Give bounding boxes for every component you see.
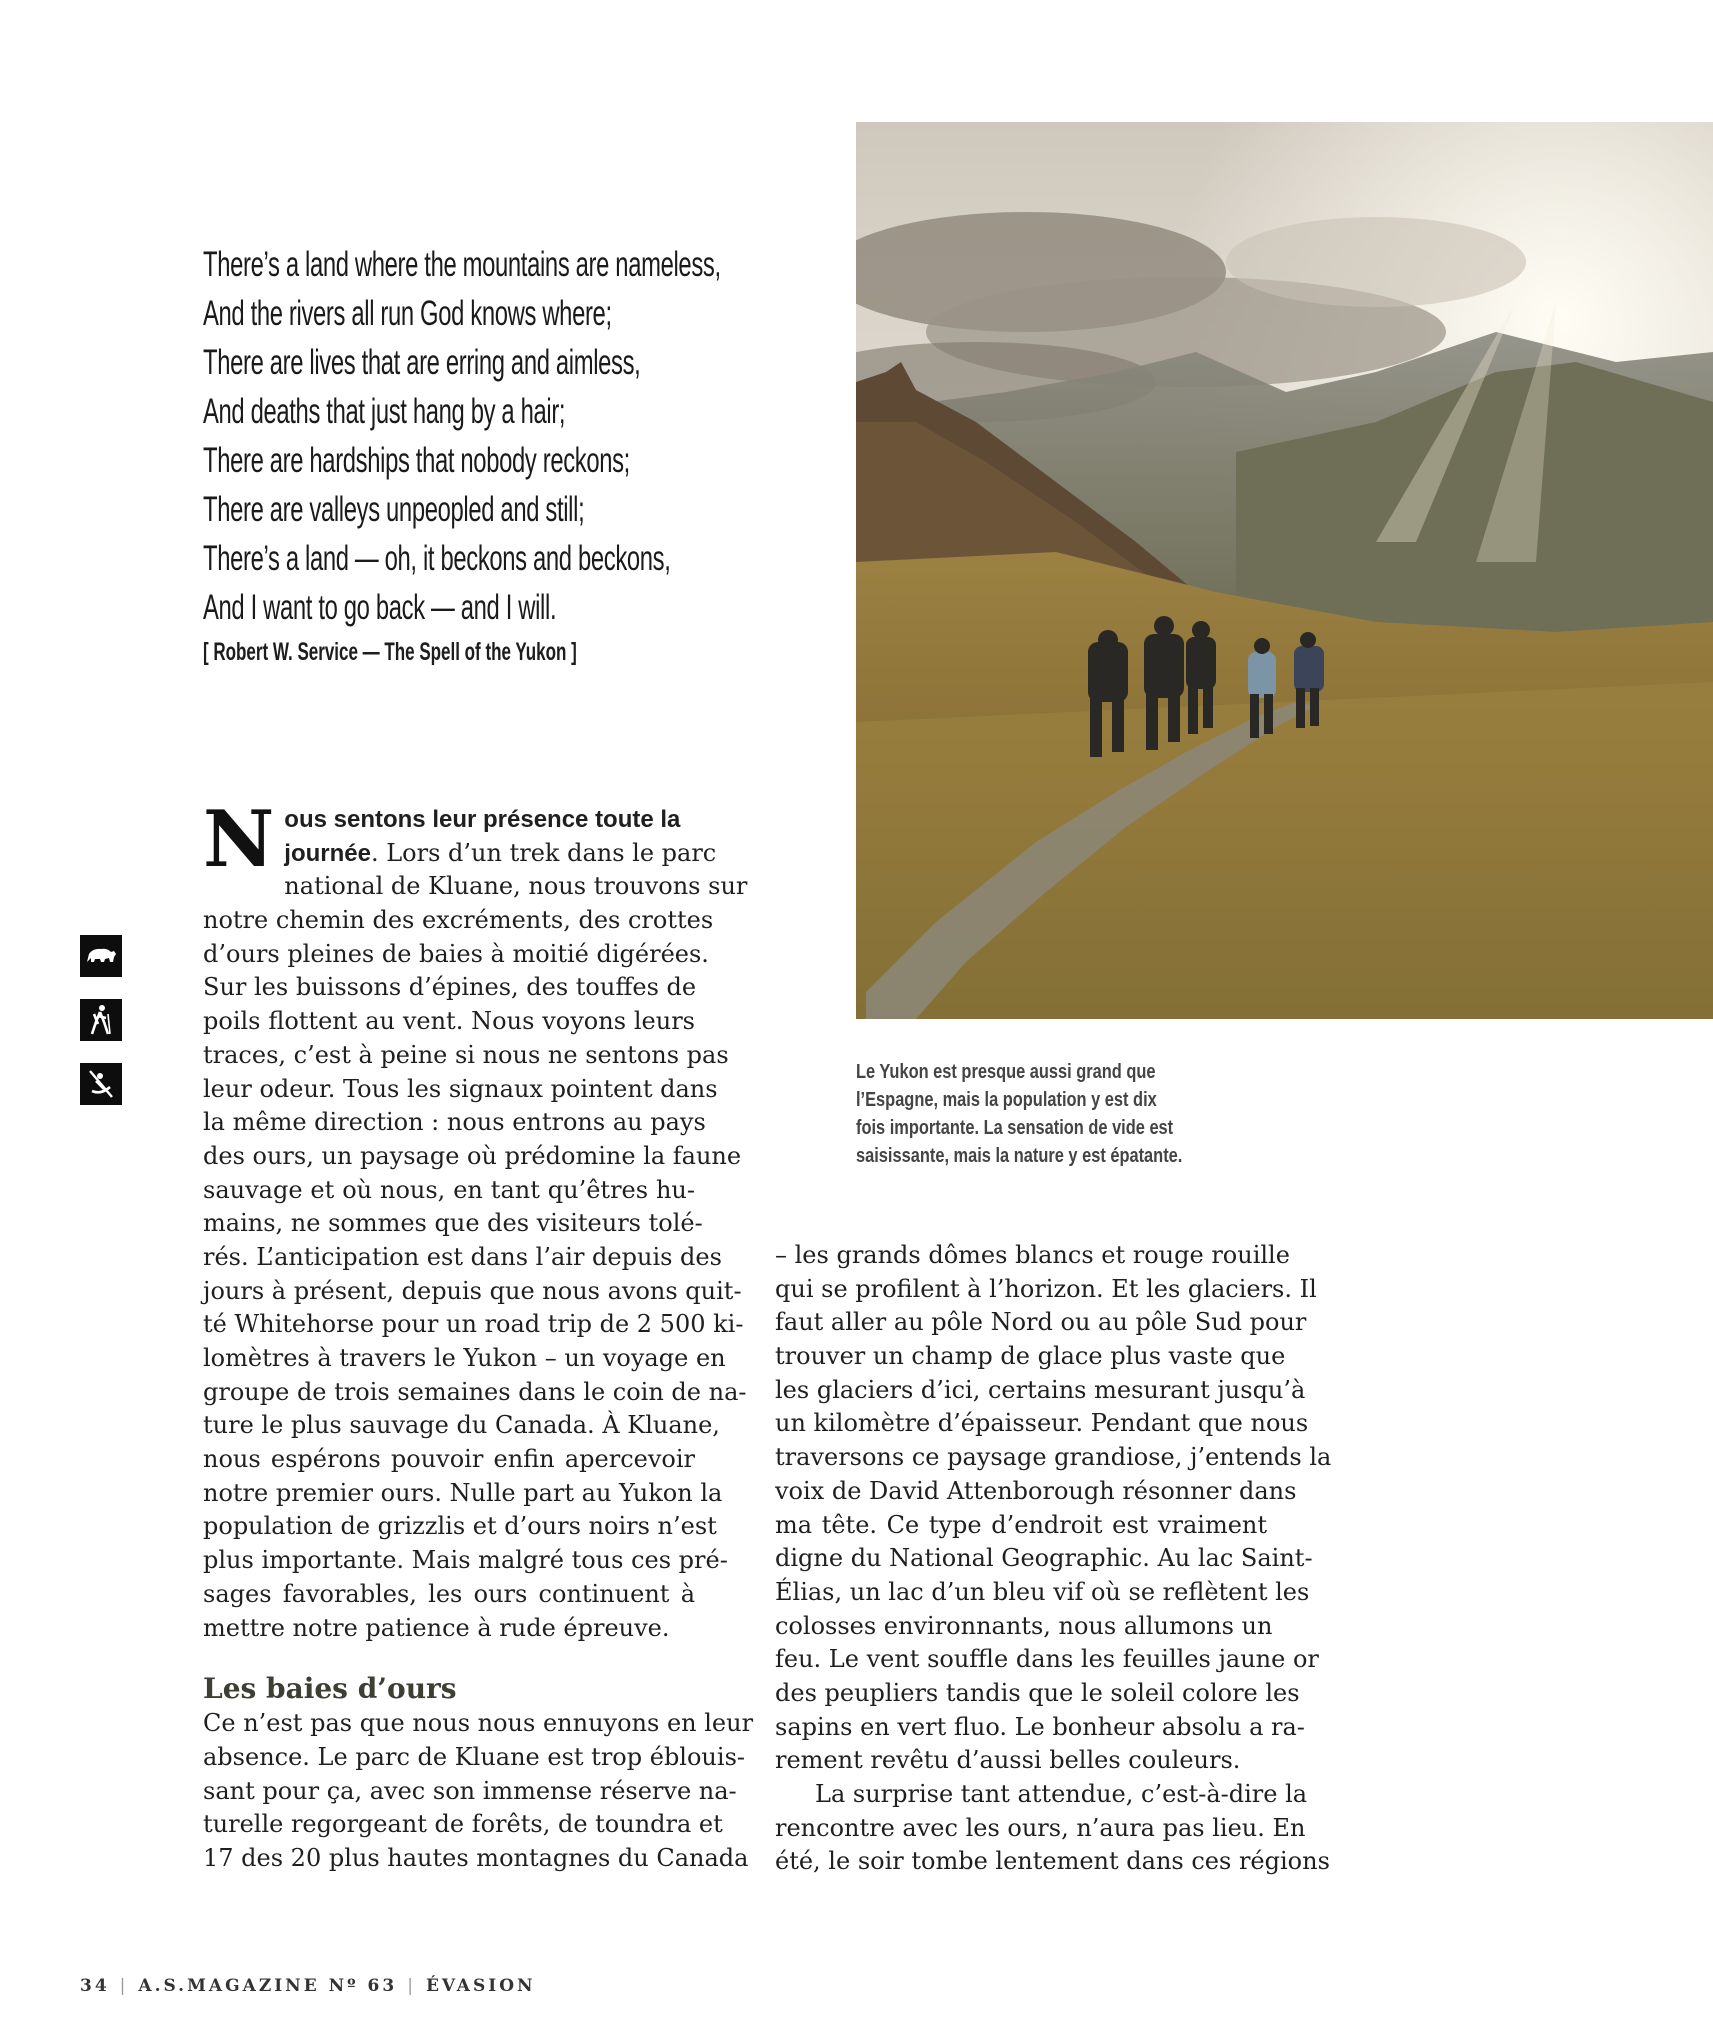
poem-line: And I want to go back — and I will. xyxy=(203,588,557,627)
body-line: la même direction : nous entrons au pays xyxy=(203,1108,706,1137)
body-line: rés. L’anticipation est dans l’air depuis des xyxy=(203,1242,722,1271)
body-line: feu. Le vent souffle dans les feuilles jaune or xyxy=(775,1645,1319,1674)
hero-photo xyxy=(856,122,1713,1019)
caption-line: fois importante. La sensation de vide est xyxy=(856,1117,1174,1139)
body-line: poils flottent au vent. Nous voyons leurs xyxy=(203,1007,695,1036)
page-footer xyxy=(80,1976,536,1996)
body-line: traversons ce paysage grandiose, j’entends la xyxy=(775,1443,1332,1472)
body-line: notre premier ours. Nulle part au Yukon la xyxy=(203,1478,723,1507)
body-line: La surprise tant attendue, c’est-à-dire la xyxy=(815,1780,1308,1808)
article-column-left xyxy=(203,794,754,1876)
body-line: Ce n’est pas que nous nous ennuyons en leur xyxy=(203,1709,754,1738)
body-line: mettre notre patience à rude épreuve. xyxy=(203,1613,670,1642)
drop-cap: N xyxy=(203,794,275,885)
poem-line: There are lives that are erring and aimless, xyxy=(203,343,641,382)
lead-text: . Lors d’un trek dans le parc xyxy=(370,838,717,867)
body-line: leur odeur. Tous les signaux pointent dans xyxy=(203,1074,718,1103)
body-line: sauvage et où nous, en tant qu’êtres hu- xyxy=(203,1175,695,1204)
body-line: des peupliers tandis que le soleil colore les xyxy=(775,1678,1300,1707)
body-line: qui se profilent à l’horizon. Et les glaciers. Il xyxy=(775,1274,1317,1303)
poem-line: And deaths that just hang by a hair; xyxy=(203,392,566,431)
body-line: voix de David Attenborough résonner dans xyxy=(775,1476,1297,1505)
body-line: sant pour ça, avec son immense réserve na- xyxy=(203,1776,737,1805)
body-line: turelle regorgeant de forêts, de toundra et xyxy=(203,1810,723,1839)
body-line: nous espérons pouvoir enfin apercevoir xyxy=(203,1445,695,1474)
photo-caption xyxy=(856,1058,1200,1170)
body-line: rencontre avec les ours, n’aura pas lieu. En xyxy=(775,1813,1306,1842)
body-line: absence. Le parc de Kluane est trop éblouis- xyxy=(203,1742,745,1771)
caption-line: l’Espagne, mais la population y est dix xyxy=(856,1089,1157,1111)
poem-line: There are valleys unpeopled and still; xyxy=(203,490,585,529)
body-line: plus importante. Mais malgré tous ces pré- xyxy=(203,1546,728,1575)
body-line: été, le soir tombe lentement dans ces régions xyxy=(775,1847,1330,1876)
body-line: trouver un champ de glace plus vaste que xyxy=(775,1342,1286,1371)
poem-line: And the rivers all run God knows where; xyxy=(203,294,612,333)
body-line: traces, c’est à peine si nous ne sentons pas xyxy=(203,1040,729,1069)
section-name: ÉVASION xyxy=(425,1976,536,1996)
body-line: ture le plus sauvage du Canada. À Kluane, xyxy=(203,1411,720,1440)
body-line: rement revêtu d’aussi belles couleurs. xyxy=(775,1746,1241,1775)
bear-icon xyxy=(80,935,122,977)
caption-line: saisissante, mais la nature y est épatante. xyxy=(856,1145,1183,1167)
activity-icons xyxy=(80,935,122,1127)
kayak-icon xyxy=(80,1063,122,1105)
body-line: un kilomètre d’épaisseur. Pendant que nous xyxy=(775,1409,1309,1438)
hiker-icon xyxy=(80,999,122,1041)
body-line: sages favorables, les ours continuent à xyxy=(203,1579,695,1608)
body-line: d’ours pleines de baies à moitié digérées. xyxy=(203,939,709,968)
body-line: national de Kluane, nous trouvons sur xyxy=(284,872,748,901)
page-number: 34 xyxy=(80,1976,110,1996)
body-line: les glaciers d’ici, certains mesurant jusqu’à xyxy=(775,1375,1306,1404)
body-line: population de grizzlis et d’ours noirs n’est xyxy=(203,1512,717,1541)
body-line: ma tête. Ce type d’endroit est vraiment xyxy=(775,1510,1267,1539)
body-line: mains, ne sommes que des visiteurs tolé- xyxy=(203,1209,703,1238)
article-column-right xyxy=(775,1239,1332,1879)
body-line: colosses environnants, nous allumons un xyxy=(775,1611,1273,1640)
body-line: Élias, un lac d’un bleu vif où se reflètent les xyxy=(775,1577,1310,1606)
poem-block xyxy=(203,240,721,667)
lead-bold: journée xyxy=(284,839,371,867)
body-line: digne du National Geographic. Au lac Saint- xyxy=(775,1544,1313,1573)
poem-line: There’s a land — oh, it beckons and beckons, xyxy=(203,539,671,578)
poem-credit: [ Robert W. Service — The Spell of the Yukon ] xyxy=(203,638,577,666)
footer-separator: | xyxy=(119,1976,129,1996)
body-line: sapins en vert fluo. Le bonheur absolu a ra- xyxy=(775,1712,1305,1741)
caption-line: Le Yukon est presque aussi grand que xyxy=(856,1061,1156,1083)
body-line: faut aller au pôle Nord ou au pôle Sud pour xyxy=(775,1308,1307,1337)
body-line: té Whitehorse pour un road trip de 2 500 ki- xyxy=(203,1310,744,1339)
body-line: lomètres à travers le Yukon – un voyage en xyxy=(203,1344,726,1372)
subheading: Les baies d’ours xyxy=(203,1672,457,1706)
magazine-name: A.S.MAGAZINE Nº 63 xyxy=(138,1976,398,1996)
body-line: groupe de trois semaines dans le coin de na- xyxy=(203,1377,747,1406)
body-line: – les grands dômes blancs et rouge rouille xyxy=(775,1241,1290,1269)
body-line: notre chemin des excréments, des crottes xyxy=(203,906,714,935)
footer-separator: | xyxy=(407,1976,416,1996)
body-line: jours à présent, depuis que nous avons quit- xyxy=(203,1276,742,1305)
body-line: des ours, un paysage où prédomine la faune xyxy=(203,1141,742,1170)
body-line: Sur les buissons d’épines, des touffes de xyxy=(203,973,697,1002)
poem-line: There are hardships that nobody reckons; xyxy=(203,441,630,480)
lead-line xyxy=(203,837,717,871)
lead-line: ous sentons leur présence toute la xyxy=(284,806,681,833)
poem-line: There’s a land where the mountains are nameless, xyxy=(203,245,721,284)
body-line: 17 des 20 plus hautes montagnes du Canada xyxy=(203,1843,749,1872)
